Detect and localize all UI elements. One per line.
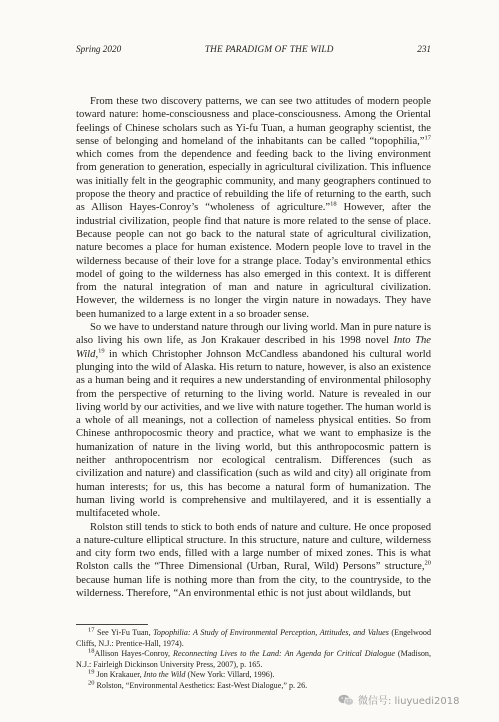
footnote-ref-17: 17 (424, 134, 431, 142)
paragraph-2: So we have to understand nature through our living world. Man in pure nature is also living his own life, as Jon Krakauer described in his 1998 novel Into The Wild,$^{19}$ in which Christopher Johnson McCandless abandoned his cultural world plunging into the wild of Alaska. His return to nature, however, is also an existence as a human being and it requires a new understanding of environmental philosophy from the perspective of returning to the living world. Nature is revealed in our living world by our activities, and we live with nature together. The human world is a whole of all meanings, not a collection of nameless physical entities. So from Chinese anthropocosmic theory and practice, what we want to emphasize is the humanization of nature in the living world, but this anthropocosmic pattern is neither anthropocentrism nor ecological centralism. Differences (such as civilization and nature) and classification (such as wild and city) all originate from human interests; for us, this has become a natural form of humanization. The human living world is comprehensive and multilayered, and it is essentially a multifaceted whole. (76, 322, 431, 520)
journal-issue: Spring 2020 (76, 44, 122, 54)
footnotes (76, 628, 431, 692)
footnote-17: $^{17}$ See Yi-Fu Tuan, Topophilia: A Study of Environmental Perception, Attitudes, and Values (Engelwood Cliffs, N.J.: Prentice-Hall, 1974). (76, 626, 431, 648)
paragraph-1: From these two discovery patterns, we can see two attitudes of modern people toward nature: home-consciousness and place-consciousness. Among the Oriental feelings of Chinese scholars such as Yi-fu Tuan, a human geography scientist, the sense of belonging and homeland of the inhabitants can be called “topophilia,”$^{17}$ which comes from the dependence and feeding back to the living environment from generation to generation, especially in agricultural civilization. This influence was initially felt in the geographic community, and many geographers continued to propose the theory and practice of rebuilding the life of returning to the earth, such as Allison Hayes-Conroy’s “wholeness of agriculture.”$^{18}$ However, after the industrial civilization, people find that nature is more related to the sense of place. Because people can not go back to the natural state of agricultural civilization, nature becomes a place for human existence. Modern people love to travel in the wilderness because of their love for a strange place. Today’s environmental ethics model of going to the wilderness has also emerged in this context. It is different from the natural integration of man and nature in agricultural civilization. However, the wilderness is no longer the virgin nature in nowadays. They have been humanized to a large extent in a so broader sense. (76, 96, 432, 320)
footnote-rule (76, 624, 148, 625)
watermark-text: 微信号: liuyuedi2018 (358, 696, 460, 707)
footnote-ref-19: 19 (98, 347, 105, 355)
page-number: 231 (417, 44, 431, 54)
footnote-ref-18: 18 (330, 200, 337, 208)
paragraph-3: Rolston still tends to stick to both ends of nature and culture. He once proposed a nature-culture elliptical structure. In this structure, nature and culture, wilderness and city form two ends, filled with a large number of mixed zones. This is what Rolston calls the “Three Dimensional (Urban, Rural, Wild) Persons” structure,$^{20}$ because human life is nothing more than from the city, to the countryside, to the wilderness. Therefore, “An environmental ethic is not just about wildlands, but (76, 521, 431, 599)
wechat-icon (338, 694, 354, 706)
running-title: THE PARADIGM OF THE WILD (204, 44, 334, 54)
body-text (76, 95, 431, 600)
footnote-19: $^{19}$ Jon Krakauer, Into the Wild (New York: Villard, 1996). (88, 668, 275, 680)
running-header (76, 44, 431, 54)
wechat-watermark (338, 692, 459, 707)
footnote-18: $^{18}$Allison Hayes-Conroy, Reconnecting Lives to the Land: An Agenda for Critical Dialogue (Madison, N.J.: Fairleigh Dickinson University Press, 2007), p. 165. (76, 647, 431, 669)
book-title: Into The Wild (76, 335, 431, 360)
footnote-20: $^{20}$ Rolston, “Environmental Aesthetics: East-West Dialogue,” p. 26. (88, 679, 308, 690)
footnote-ref-20: 20 (424, 559, 431, 567)
